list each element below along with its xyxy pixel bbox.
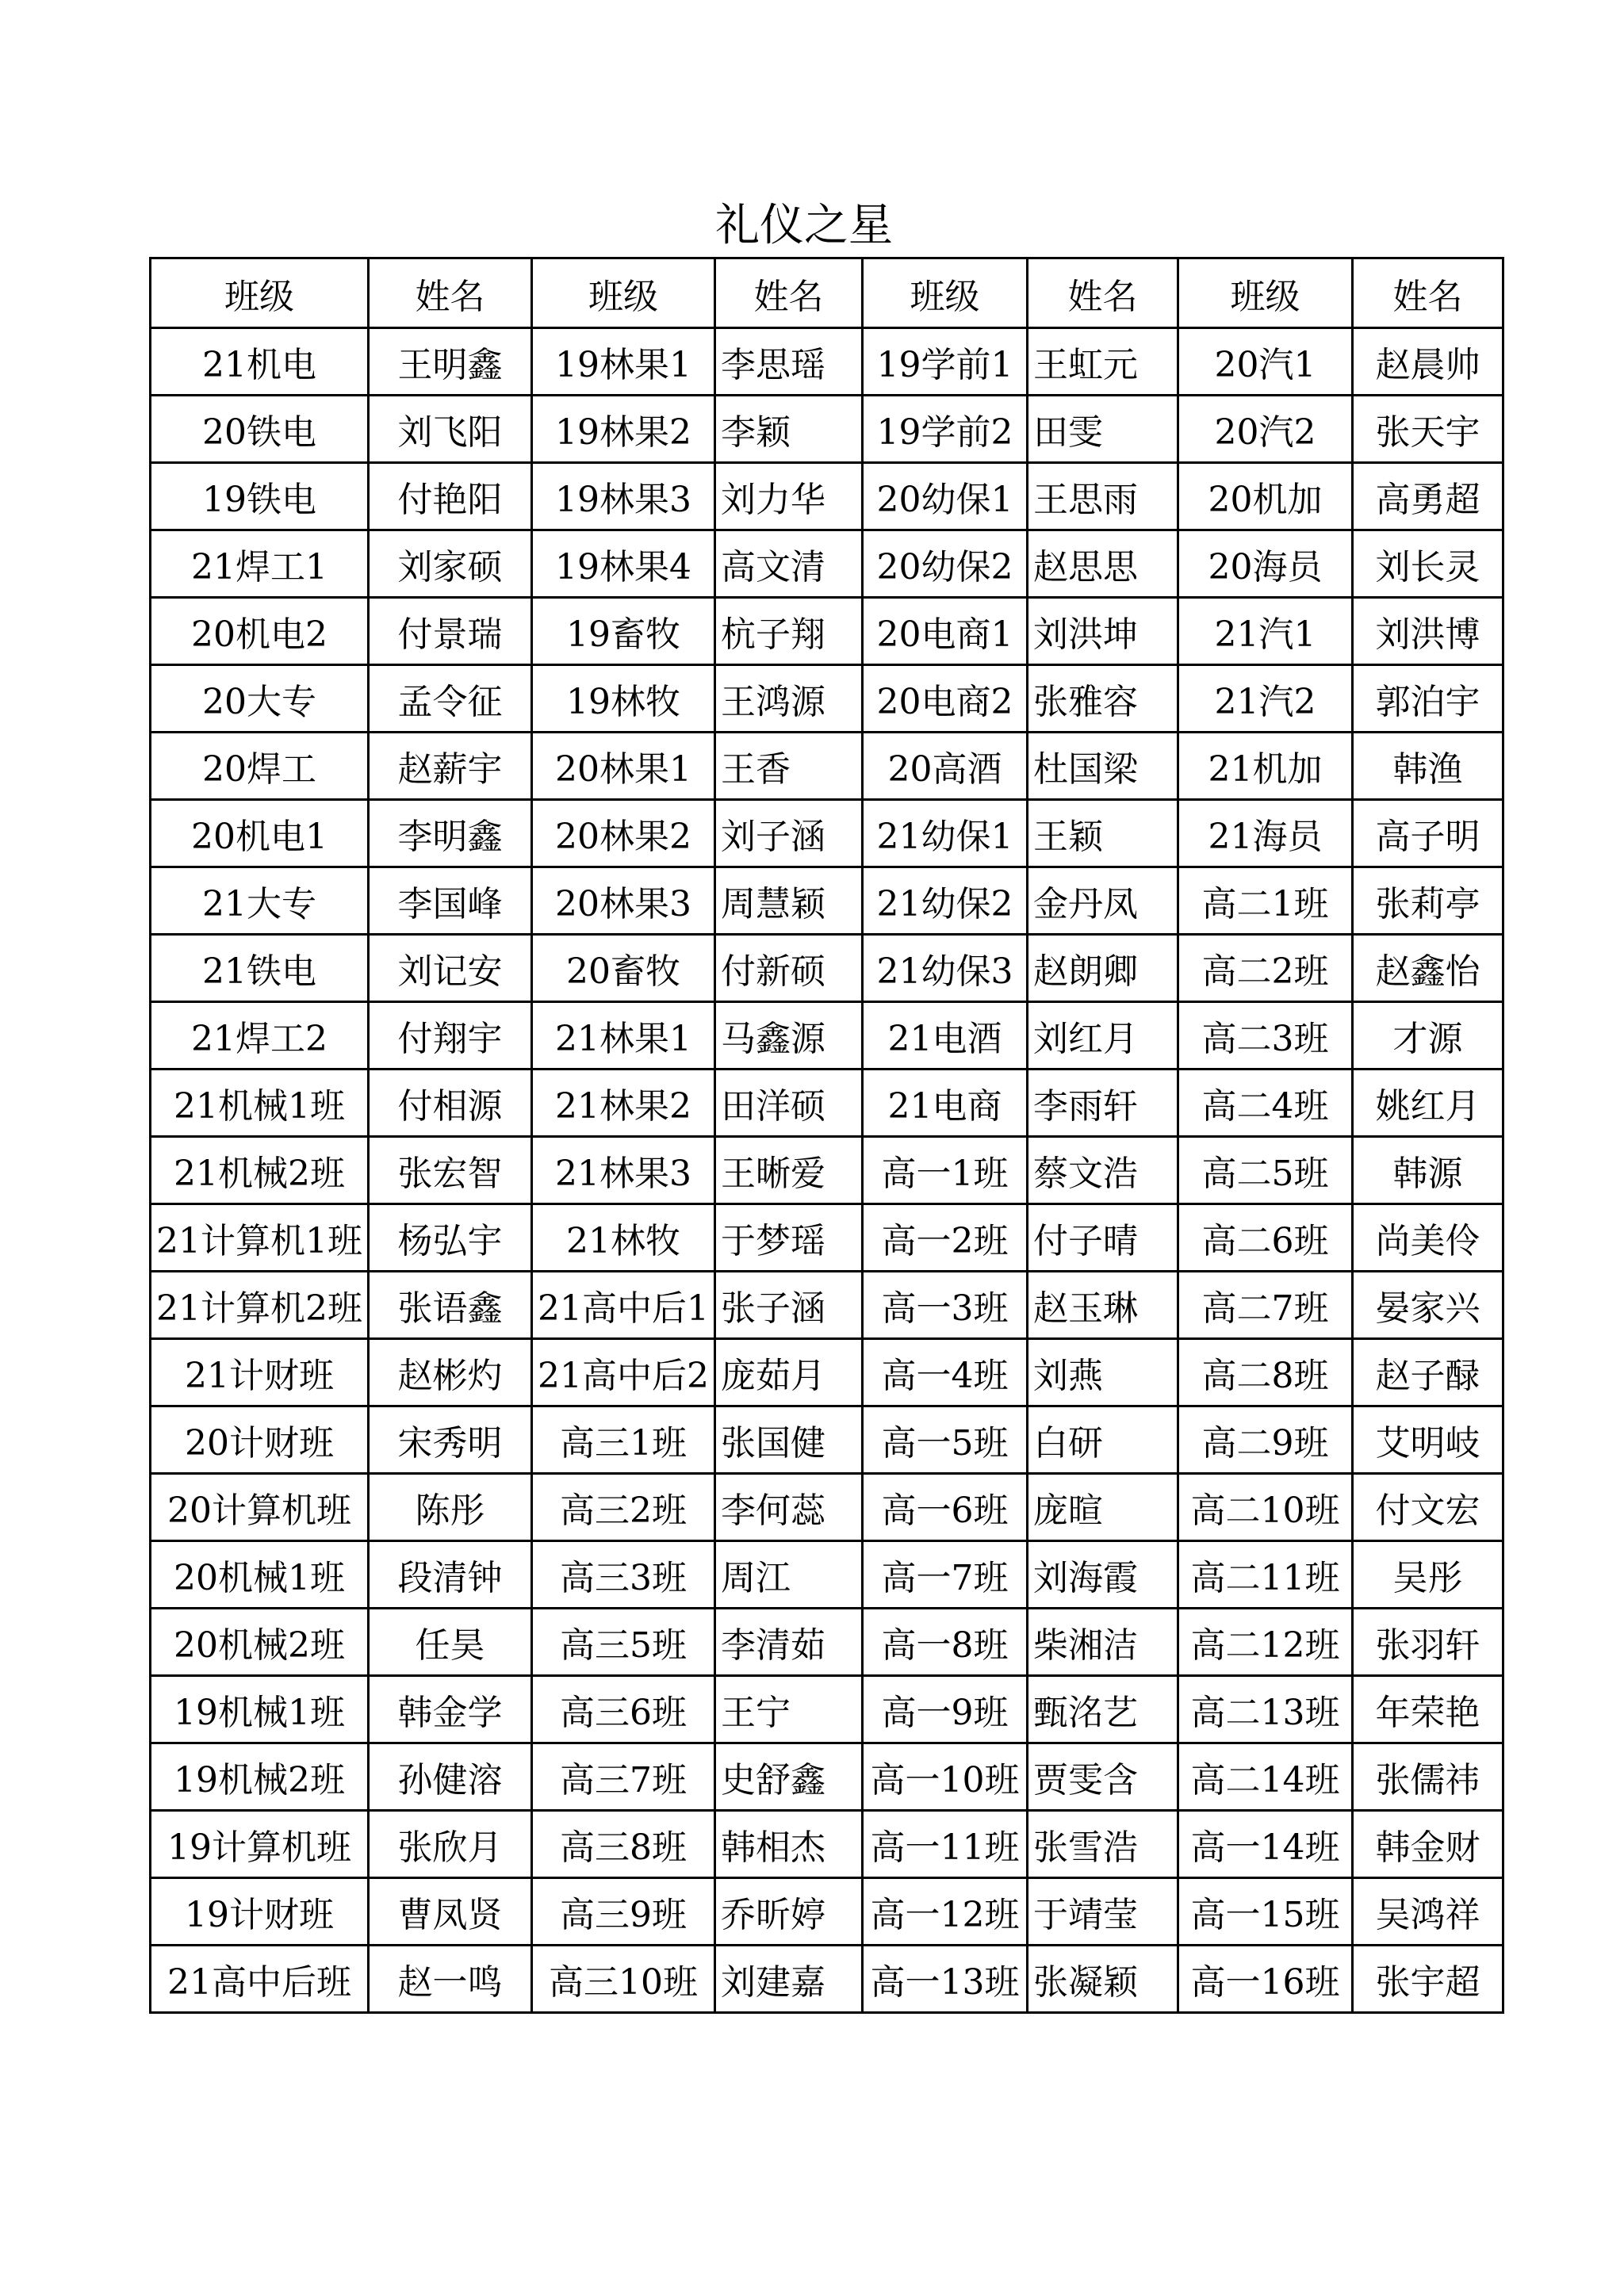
name-cell: 才源 (1352, 1002, 1503, 1070)
name-cell: 姚红月 (1352, 1070, 1503, 1137)
class-cell: 20焊工 (151, 733, 369, 800)
name-cell: 张子涵 (714, 1272, 862, 1339)
class-cell: 19学前1 (862, 328, 1027, 396)
class-cell: 高三2班 (531, 1474, 714, 1541)
name-cell: 赵朗卿 (1027, 935, 1178, 1002)
class-cell: 高二7班 (1178, 1272, 1352, 1339)
class-cell: 21机械1班 (151, 1070, 369, 1137)
column-header-name: 姓名 (368, 258, 531, 328)
name-cell: 吴彤 (1352, 1541, 1503, 1609)
class-cell: 19林果3 (531, 463, 714, 530)
table-row (151, 1002, 1503, 1070)
class-cell: 21幼保2 (862, 867, 1027, 935)
name-cell: 陈彤 (368, 1474, 531, 1541)
class-cell: 高二13班 (1178, 1676, 1352, 1743)
table-row (151, 1676, 1503, 1743)
class-cell: 20机械2班 (151, 1609, 369, 1676)
name-cell: 杭子翔 (714, 598, 862, 665)
name-cell: 王香 (714, 733, 862, 800)
table-row (151, 867, 1503, 935)
name-cell: 王颖 (1027, 800, 1178, 867)
class-cell: 20大专 (151, 665, 369, 733)
class-cell: 高二14班 (1178, 1743, 1352, 1811)
class-cell: 21汽2 (1178, 665, 1352, 733)
table-row (151, 328, 1503, 396)
class-cell: 20电商1 (862, 598, 1027, 665)
class-cell: 21焊工2 (151, 1002, 369, 1070)
name-cell: 刘长灵 (1352, 530, 1503, 598)
class-cell: 高二1班 (1178, 867, 1352, 935)
class-cell: 高二12班 (1178, 1609, 1352, 1676)
class-cell: 19林果4 (531, 530, 714, 598)
class-cell: 高一3班 (862, 1272, 1027, 1339)
class-cell: 21汽1 (1178, 598, 1352, 665)
class-cell: 高一12班 (862, 1878, 1027, 1946)
class-cell: 20计算机班 (151, 1474, 369, 1541)
name-cell: 韩渔 (1352, 733, 1503, 800)
class-cell: 高三9班 (531, 1878, 714, 1946)
class-cell: 21焊工1 (151, 530, 369, 598)
name-cell: 李清茹 (714, 1609, 862, 1676)
class-cell: 19畜牧 (531, 598, 714, 665)
table-row (151, 1406, 1503, 1474)
name-cell: 刘建嘉 (714, 1946, 862, 2013)
name-cell: 曹凤贤 (368, 1878, 531, 1946)
class-cell: 21电商 (862, 1070, 1027, 1137)
class-cell: 21计算机1班 (151, 1204, 369, 1272)
name-cell: 宋秀明 (368, 1406, 531, 1474)
name-cell: 晏家兴 (1352, 1272, 1503, 1339)
table-row (151, 1878, 1503, 1946)
class-cell: 高二8班 (1178, 1339, 1352, 1406)
name-cell: 甄洺艺 (1027, 1676, 1178, 1743)
class-cell: 20海员 (1178, 530, 1352, 598)
name-cell: 付艳阳 (368, 463, 531, 530)
class-cell: 高一2班 (862, 1204, 1027, 1272)
class-cell: 20机加 (1178, 463, 1352, 530)
name-cell: 张天宇 (1352, 396, 1503, 463)
name-cell: 赵思思 (1027, 530, 1178, 598)
name-cell: 于梦瑶 (714, 1204, 862, 1272)
name-cell: 赵一鸣 (368, 1946, 531, 2013)
name-cell: 张儒祎 (1352, 1743, 1503, 1811)
table-row (151, 935, 1503, 1002)
class-cell: 21电酒 (862, 1002, 1027, 1070)
name-cell: 高文清 (714, 530, 862, 598)
table-row (151, 800, 1503, 867)
class-cell: 高一9班 (862, 1676, 1027, 1743)
class-cell: 高三6班 (531, 1676, 714, 1743)
name-cell: 李思瑶 (714, 328, 862, 396)
table-row (151, 463, 1503, 530)
table-row (151, 1070, 1503, 1137)
class-cell: 21林果1 (531, 1002, 714, 1070)
name-cell: 刘红月 (1027, 1002, 1178, 1070)
class-cell: 21高中后1 (531, 1272, 714, 1339)
table-row (151, 1811, 1503, 1878)
class-cell: 20林果3 (531, 867, 714, 935)
name-cell: 赵子醁 (1352, 1339, 1503, 1406)
name-cell: 蔡文浩 (1027, 1137, 1178, 1204)
name-cell: 刘记安 (368, 935, 531, 1002)
name-cell: 田雯 (1027, 396, 1178, 463)
name-cell: 张语鑫 (368, 1272, 531, 1339)
table-row (151, 1204, 1503, 1272)
name-cell: 张莉亭 (1352, 867, 1503, 935)
name-cell: 刘子涵 (714, 800, 862, 867)
name-cell: 庞茹月 (714, 1339, 862, 1406)
roster-table (149, 257, 1504, 2014)
column-header-name: 姓名 (1027, 258, 1178, 328)
name-cell: 史舒鑫 (714, 1743, 862, 1811)
name-cell: 张国健 (714, 1406, 862, 1474)
column-header-class: 班级 (862, 258, 1027, 328)
name-cell: 李雨轩 (1027, 1070, 1178, 1137)
column-header-class: 班级 (531, 258, 714, 328)
class-cell: 19机械1班 (151, 1676, 369, 1743)
name-cell: 周江 (714, 1541, 862, 1609)
column-header-class: 班级 (151, 258, 369, 328)
class-cell: 高三1班 (531, 1406, 714, 1474)
class-cell: 21计财班 (151, 1339, 369, 1406)
class-cell: 20汽2 (1178, 396, 1352, 463)
name-cell: 王晰爱 (714, 1137, 862, 1204)
name-cell: 郭泊宇 (1352, 665, 1503, 733)
name-cell: 白研 (1027, 1406, 1178, 1474)
name-cell: 付景瑞 (368, 598, 531, 665)
name-cell: 李何蕊 (714, 1474, 862, 1541)
name-cell: 韩源 (1352, 1137, 1503, 1204)
class-cell: 高三7班 (531, 1743, 714, 1811)
class-cell: 20机电1 (151, 800, 369, 867)
class-cell: 21林果3 (531, 1137, 714, 1204)
class-cell: 高一15班 (1178, 1878, 1352, 1946)
class-cell: 21计算机2班 (151, 1272, 369, 1339)
name-cell: 刘洪博 (1352, 598, 1503, 665)
table-row (151, 1137, 1503, 1204)
name-cell: 乔昕婷 (714, 1878, 862, 1946)
name-cell: 刘燕 (1027, 1339, 1178, 1406)
name-cell: 周慧颖 (714, 867, 862, 935)
class-cell: 19计财班 (151, 1878, 369, 1946)
name-cell: 张宇超 (1352, 1946, 1503, 2013)
table-row (151, 733, 1503, 800)
name-cell: 年荣艳 (1352, 1676, 1503, 1743)
class-cell: 19林牧 (531, 665, 714, 733)
name-cell: 王思雨 (1027, 463, 1178, 530)
class-cell: 21幼保1 (862, 800, 1027, 867)
name-cell: 于靖莹 (1027, 1878, 1178, 1946)
class-cell: 高一1班 (862, 1137, 1027, 1204)
class-cell: 高一4班 (862, 1339, 1027, 1406)
name-cell: 付翔宇 (368, 1002, 531, 1070)
class-cell: 19林果1 (531, 328, 714, 396)
class-cell: 20畜牧 (531, 935, 714, 1002)
name-cell: 杜国梁 (1027, 733, 1178, 800)
class-cell: 20幼保1 (862, 463, 1027, 530)
name-cell: 贾雯含 (1027, 1743, 1178, 1811)
class-cell: 高一6班 (862, 1474, 1027, 1541)
class-cell: 21海员 (1178, 800, 1352, 867)
column-header-name: 姓名 (714, 258, 862, 328)
name-cell: 段清钟 (368, 1541, 531, 1609)
name-cell: 杨弘宇 (368, 1204, 531, 1272)
class-cell: 19学前2 (862, 396, 1027, 463)
name-cell: 付子晴 (1027, 1204, 1178, 1272)
class-cell: 21林果2 (531, 1070, 714, 1137)
table-row (151, 396, 1503, 463)
name-cell: 王虹元 (1027, 328, 1178, 396)
class-cell: 20机械1班 (151, 1541, 369, 1609)
name-cell: 付文宏 (1352, 1474, 1503, 1541)
class-cell: 20汽1 (1178, 328, 1352, 396)
name-cell: 韩金学 (368, 1676, 531, 1743)
class-cell: 21高中后2 (531, 1339, 714, 1406)
name-cell: 赵彬灼 (368, 1339, 531, 1406)
name-cell: 孟令征 (368, 665, 531, 733)
class-cell: 高三3班 (531, 1541, 714, 1609)
name-cell: 张宏智 (368, 1137, 531, 1204)
class-cell: 高一5班 (862, 1406, 1027, 1474)
class-cell: 19机械2班 (151, 1743, 369, 1811)
name-cell: 韩相杰 (714, 1811, 862, 1878)
name-cell: 付相源 (368, 1070, 531, 1137)
name-cell: 韩金财 (1352, 1811, 1503, 1878)
table-row (151, 665, 1503, 733)
page-title: 礼仪之星 (715, 200, 893, 251)
name-cell: 田洋硕 (714, 1070, 862, 1137)
class-cell: 高一11班 (862, 1811, 1027, 1878)
name-cell: 张雪浩 (1027, 1811, 1178, 1878)
class-cell: 20铁电 (151, 396, 369, 463)
class-cell: 20计财班 (151, 1406, 369, 1474)
name-cell: 高子明 (1352, 800, 1503, 867)
class-cell: 高一10班 (862, 1743, 1027, 1811)
name-cell: 李明鑫 (368, 800, 531, 867)
class-cell: 21机电 (151, 328, 369, 396)
class-cell: 高三5班 (531, 1609, 714, 1676)
name-cell: 刘家硕 (368, 530, 531, 598)
class-cell: 20幼保2 (862, 530, 1027, 598)
class-cell: 19林果2 (531, 396, 714, 463)
name-cell: 李国峰 (368, 867, 531, 935)
name-cell: 刘飞阳 (368, 396, 531, 463)
class-cell: 21林牧 (531, 1204, 714, 1272)
name-cell: 王宁 (714, 1676, 862, 1743)
class-cell: 高一13班 (862, 1946, 1027, 2013)
table-row (151, 1609, 1503, 1676)
name-cell: 王明鑫 (368, 328, 531, 396)
class-cell: 20机电2 (151, 598, 369, 665)
class-cell: 21机加 (1178, 733, 1352, 800)
table-row (151, 1272, 1503, 1339)
class-cell: 高二5班 (1178, 1137, 1352, 1204)
table-row (151, 1743, 1503, 1811)
class-cell: 高一14班 (1178, 1811, 1352, 1878)
name-cell: 张雅容 (1027, 665, 1178, 733)
name-cell: 刘洪坤 (1027, 598, 1178, 665)
name-cell: 赵晨帅 (1352, 328, 1503, 396)
class-cell: 高一16班 (1178, 1946, 1352, 2013)
class-cell: 高二4班 (1178, 1070, 1352, 1137)
class-cell: 20高酒 (862, 733, 1027, 800)
column-header-class: 班级 (1178, 258, 1352, 328)
name-cell: 张欣月 (368, 1811, 531, 1878)
name-cell: 艾明岐 (1352, 1406, 1503, 1474)
name-cell: 高勇超 (1352, 463, 1503, 530)
column-header-name: 姓名 (1352, 258, 1503, 328)
name-cell: 吴鸿祥 (1352, 1878, 1503, 1946)
class-cell: 20林果2 (531, 800, 714, 867)
name-cell: 赵鑫怡 (1352, 935, 1503, 1002)
name-cell: 赵玉琳 (1027, 1272, 1178, 1339)
class-cell: 高二2班 (1178, 935, 1352, 1002)
class-cell: 高一8班 (862, 1609, 1027, 1676)
table-body (151, 328, 1503, 2013)
name-cell: 赵薪宇 (368, 733, 531, 800)
name-cell: 李颖 (714, 396, 862, 463)
name-cell: 庞暄 (1027, 1474, 1178, 1541)
name-cell: 任昊 (368, 1609, 531, 1676)
name-cell: 尚美伶 (1352, 1204, 1503, 1272)
table-row (151, 1541, 1503, 1609)
class-cell: 高二11班 (1178, 1541, 1352, 1609)
class-cell: 高三8班 (531, 1811, 714, 1878)
class-cell: 20林果1 (531, 733, 714, 800)
table-row (151, 1946, 1503, 2013)
name-cell: 张凝颖 (1027, 1946, 1178, 2013)
name-cell: 孙健溶 (368, 1743, 531, 1811)
table-row (151, 530, 1503, 598)
class-cell: 高一7班 (862, 1541, 1027, 1609)
name-cell: 王鸿源 (714, 665, 862, 733)
class-cell: 21幼保3 (862, 935, 1027, 1002)
class-cell: 19计算机班 (151, 1811, 369, 1878)
class-cell: 19铁电 (151, 463, 369, 530)
class-cell: 20电商2 (862, 665, 1027, 733)
name-cell: 刘海霞 (1027, 1541, 1178, 1609)
class-cell: 高三10班 (531, 1946, 714, 2013)
header-row (151, 258, 1503, 328)
table-row (151, 598, 1503, 665)
name-cell: 金丹凤 (1027, 867, 1178, 935)
name-cell: 张羽轩 (1352, 1609, 1503, 1676)
class-cell: 21高中后班 (151, 1946, 369, 2013)
class-cell: 21大专 (151, 867, 369, 935)
class-cell: 21铁电 (151, 935, 369, 1002)
name-cell: 刘力华 (714, 463, 862, 530)
class-cell: 高二3班 (1178, 1002, 1352, 1070)
table-row (151, 1339, 1503, 1406)
name-cell: 马鑫源 (714, 1002, 862, 1070)
name-cell: 付新硕 (714, 935, 862, 1002)
class-cell: 高二9班 (1178, 1406, 1352, 1474)
class-cell: 高二6班 (1178, 1204, 1352, 1272)
table-row (151, 1474, 1503, 1541)
class-cell: 21机械2班 (151, 1137, 369, 1204)
name-cell: 柴湘洁 (1027, 1609, 1178, 1676)
class-cell: 高二10班 (1178, 1474, 1352, 1541)
